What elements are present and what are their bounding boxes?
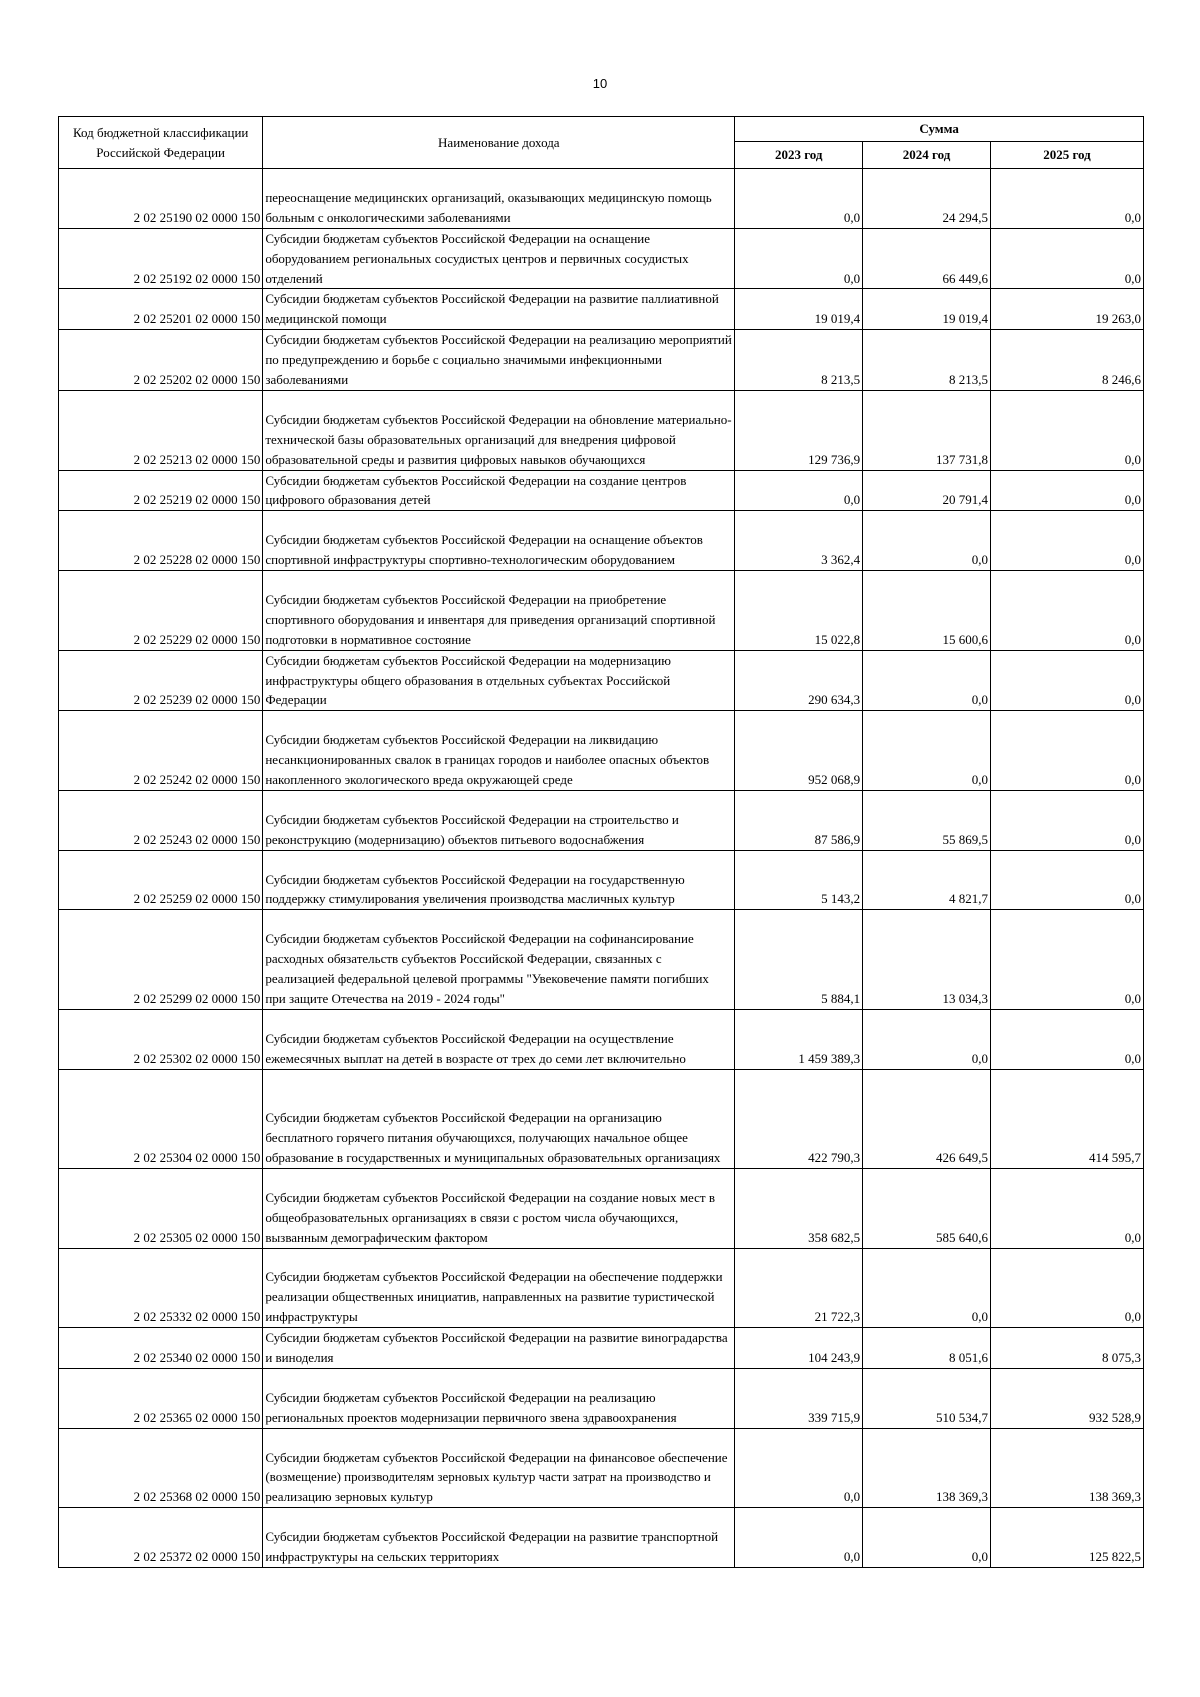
cell-code: 2 02 25242 02 0000 150 <box>59 711 263 791</box>
cell-2024: 55 869,5 <box>863 790 991 850</box>
cell-code: 2 02 25213 02 0000 150 <box>59 390 263 470</box>
cell-2025: 0,0 <box>990 711 1143 791</box>
cell-name: Субсидии бюджетам субъектов Российской Федерации на реализацию мероприятий по предупреждению и борьбе с социально значимыми инфекционными заболеваниями <box>263 330 735 391</box>
cell-code: 2 02 25201 02 0000 150 <box>59 289 263 330</box>
cell-2024: 0,0 <box>863 650 991 711</box>
cell-2024: 66 449,6 <box>863 228 991 289</box>
table-row <box>59 470 1144 511</box>
cell-2023: 290 634,3 <box>735 650 863 711</box>
cell-name: Субсидии бюджетам субъектов Российской Федерации на создание центров цифрового образования детей <box>263 470 735 511</box>
cell-code: 2 02 25304 02 0000 150 <box>59 1069 263 1169</box>
table-row <box>59 1069 1144 1169</box>
cell-name: Субсидии бюджетам субъектов Российской Федерации на реализацию региональных проектов модернизации первичного звена здравоохранения <box>263 1369 735 1429</box>
cell-2025: 0,0 <box>990 390 1143 470</box>
cell-code: 2 02 25372 02 0000 150 <box>59 1508 263 1568</box>
cell-code: 2 02 25259 02 0000 150 <box>59 850 263 910</box>
cell-2023: 129 736,9 <box>735 390 863 470</box>
cell-2023: 0,0 <box>735 1508 863 1568</box>
cell-2024: 24 294,5 <box>863 169 991 229</box>
cell-name: Субсидии бюджетам субъектов Российской Федерации на модернизацию инфраструктуры общего образования в отдельных субъектах Российской Федерации <box>263 650 735 711</box>
header-code: Код бюджетной классификации Российской Федерации <box>59 117 263 169</box>
cell-2025: 125 822,5 <box>990 1508 1143 1568</box>
cell-name: Субсидии бюджетам субъектов Российской Федерации на обновление материально-технической базы образовательных организаций для внедрения цифровой образовательной среды и развития цифровых навыков обучающихся <box>263 390 735 470</box>
cell-2025: 0,0 <box>990 650 1143 711</box>
cell-code: 2 02 25340 02 0000 150 <box>59 1328 263 1369</box>
table-row <box>59 1428 1144 1508</box>
table-row <box>59 330 1144 391</box>
cell-2023: 0,0 <box>735 1428 863 1508</box>
cell-2025: 0,0 <box>990 228 1143 289</box>
table-row <box>59 169 1144 229</box>
cell-code: 2 02 25219 02 0000 150 <box>59 470 263 511</box>
cell-code: 2 02 25365 02 0000 150 <box>59 1369 263 1429</box>
cell-code: 2 02 25228 02 0000 150 <box>59 511 263 571</box>
cell-2025: 0,0 <box>990 1248 1143 1328</box>
cell-2024: 0,0 <box>863 711 991 791</box>
cell-2025: 8 075,3 <box>990 1328 1143 1369</box>
table-row <box>59 1328 1144 1369</box>
table-row <box>59 850 1144 910</box>
cell-2025: 19 263,0 <box>990 289 1143 330</box>
cell-2025: 0,0 <box>990 511 1143 571</box>
cell-2023: 339 715,9 <box>735 1369 863 1429</box>
cell-2025: 8 246,6 <box>990 330 1143 391</box>
cell-2024: 15 600,6 <box>863 571 991 651</box>
cell-code: 2 02 25192 02 0000 150 <box>59 228 263 289</box>
table-body <box>59 169 1144 1568</box>
cell-2023: 15 022,8 <box>735 571 863 651</box>
cell-2023: 0,0 <box>735 470 863 511</box>
cell-name: Субсидии бюджетам субъектов Российской Федерации на приобретение спортивного оборудования и инвентаря для приведения организаций спортивной подготовки в нормативное состояние <box>263 571 735 651</box>
cell-code: 2 02 25332 02 0000 150 <box>59 1248 263 1328</box>
cell-name: переоснащение медицинских организаций, оказывающих медицинскую помощь больным с онкологическими заболеваниями <box>263 169 735 229</box>
cell-2024: 19 019,4 <box>863 289 991 330</box>
cell-2023: 87 586,9 <box>735 790 863 850</box>
page-number: 10 <box>592 76 608 91</box>
cell-code: 2 02 25202 02 0000 150 <box>59 330 263 391</box>
table-row <box>59 1369 1144 1429</box>
cell-code: 2 02 25229 02 0000 150 <box>59 571 263 651</box>
table-row <box>59 228 1144 289</box>
revenue-table <box>58 116 1144 1568</box>
table-row <box>59 1248 1144 1328</box>
cell-2024: 585 640,6 <box>863 1169 991 1249</box>
cell-name: Субсидии бюджетам субъектов Российской Федерации на оснащение объектов спортивной инфраструктуры спортивно-технологическим оборудованием <box>263 511 735 571</box>
cell-2025: 0,0 <box>990 169 1143 229</box>
cell-code: 2 02 25368 02 0000 150 <box>59 1428 263 1508</box>
table-row <box>59 650 1144 711</box>
cell-2024: 137 731,8 <box>863 390 991 470</box>
cell-code: 2 02 25305 02 0000 150 <box>59 1169 263 1249</box>
header-year-2025: 2025 год <box>990 142 1143 169</box>
cell-2023: 358 682,5 <box>735 1169 863 1249</box>
cell-code: 2 02 25243 02 0000 150 <box>59 790 263 850</box>
table-row <box>59 1169 1144 1249</box>
cell-2024: 0,0 <box>863 1508 991 1568</box>
cell-2024: 426 649,5 <box>863 1069 991 1169</box>
cell-2025: 138 369,3 <box>990 1428 1143 1508</box>
cell-2024: 510 534,7 <box>863 1369 991 1429</box>
cell-code: 2 02 25302 02 0000 150 <box>59 1009 263 1069</box>
cell-code: 2 02 25299 02 0000 150 <box>59 910 263 1010</box>
cell-2024: 4 821,7 <box>863 850 991 910</box>
cell-name: Субсидии бюджетам субъектов Российской Федерации на оснащение оборудованием региональных сосудистых центров и первичных сосудистых отделений <box>263 228 735 289</box>
cell-2023: 5 143,2 <box>735 850 863 910</box>
cell-name: Субсидии бюджетам субъектов Российской Федерации на государственную поддержку стимулирования увеличения производства масличных культур <box>263 850 735 910</box>
cell-2025: 414 595,7 <box>990 1069 1143 1169</box>
cell-name: Субсидии бюджетам субъектов Российской Федерации на ликвидацию несанкционированных свалок в границах городов и наиболее опасных объектов накопленного экологического вреда окружающей среде <box>263 711 735 791</box>
cell-2024: 8 213,5 <box>863 330 991 391</box>
cell-name: Субсидии бюджетам субъектов Российской Федерации на осуществление ежемесячных выплат на детей в возрасте от трех до семи лет включительно <box>263 1009 735 1069</box>
cell-2024: 8 051,6 <box>863 1328 991 1369</box>
cell-name: Субсидии бюджетам субъектов Российской Федерации на развитие паллиативной медицинской помощи <box>263 289 735 330</box>
cell-2025: 932 528,9 <box>990 1369 1143 1429</box>
cell-code: 2 02 25190 02 0000 150 <box>59 169 263 229</box>
cell-name: Субсидии бюджетам субъектов Российской Федерации на развитие транспортной инфраструктуры на сельских территориях <box>263 1508 735 1568</box>
cell-2023: 422 790,3 <box>735 1069 863 1169</box>
cell-name: Субсидии бюджетам субъектов Российской Федерации на софинансирование расходных обязательств субъектов Российской Федерации, связанных с реализацией федеральной целевой программы "Увековечение памяти погибших при защите Отечества на 2019 - 2024 годы" <box>263 910 735 1010</box>
cell-2023: 8 213,5 <box>735 330 863 391</box>
cell-2025: 0,0 <box>990 571 1143 651</box>
cell-name: Субсидии бюджетам субъектов Российской Федерации на создание новых мест в общеобразовательных организациях в связи с ростом числа обучающихся, вызванным демографическим фактором <box>263 1169 735 1249</box>
cell-name: Субсидии бюджетам субъектов Российской Федерации на развитие виноградарства и виноделия <box>263 1328 735 1369</box>
cell-2025: 0,0 <box>990 1009 1143 1069</box>
cell-2025: 0,0 <box>990 790 1143 850</box>
cell-2023: 0,0 <box>735 169 863 229</box>
cell-2024: 20 791,4 <box>863 470 991 511</box>
cell-2024: 13 034,3 <box>863 910 991 1010</box>
cell-2025: 0,0 <box>990 1169 1143 1249</box>
cell-2023: 952 068,9 <box>735 711 863 791</box>
table-row <box>59 571 1144 651</box>
cell-2023: 104 243,9 <box>735 1328 863 1369</box>
table-row <box>59 511 1144 571</box>
cell-2024: 0,0 <box>863 1009 991 1069</box>
cell-2023: 0,0 <box>735 228 863 289</box>
table-row <box>59 910 1144 1010</box>
cell-code: 2 02 25239 02 0000 150 <box>59 650 263 711</box>
header-name: Наименование дохода <box>263 117 735 169</box>
cell-2024: 0,0 <box>863 1248 991 1328</box>
cell-name: Субсидии бюджетам субъектов Российской Федерации на строительство и реконструкцию (модернизацию) объектов питьевого водоснабжения <box>263 790 735 850</box>
cell-2023: 21 722,3 <box>735 1248 863 1328</box>
header-year-2024: 2024 год <box>863 142 991 169</box>
cell-2024: 138 369,3 <box>863 1428 991 1508</box>
cell-2023: 1 459 389,3 <box>735 1009 863 1069</box>
cell-2023: 3 362,4 <box>735 511 863 571</box>
cell-2025: 0,0 <box>990 910 1143 1010</box>
header-sum: Сумма <box>735 117 1144 142</box>
cell-2025: 0,0 <box>990 850 1143 910</box>
cell-name: Субсидии бюджетам субъектов Российской Федерации на финансовое обеспечение (возмещение) производителям зерновых культур части затрат на производство и реализацию зерновых культур <box>263 1428 735 1508</box>
cell-2024: 0,0 <box>863 511 991 571</box>
cell-2023: 5 884,1 <box>735 910 863 1010</box>
cell-2023: 19 019,4 <box>735 289 863 330</box>
table-header <box>59 117 1144 169</box>
header-year-2023: 2023 год <box>735 142 863 169</box>
table-row <box>59 711 1144 791</box>
table-row <box>59 390 1144 470</box>
table-row <box>59 1009 1144 1069</box>
cell-name: Субсидии бюджетам субъектов Российской Федерации на организацию бесплатного горячего питания обучающихся, получающих начальное общее образование в государственных и муниципальных образовательных организациях <box>263 1069 735 1169</box>
table-row <box>59 790 1144 850</box>
table-row <box>59 1508 1144 1568</box>
cell-name: Субсидии бюджетам субъектов Российской Федерации на обеспечение поддержки реализации общественных инициатив, направленных на развитие туристической инфраструктуры <box>263 1248 735 1328</box>
table-row <box>59 289 1144 330</box>
cell-2025: 0,0 <box>990 470 1143 511</box>
